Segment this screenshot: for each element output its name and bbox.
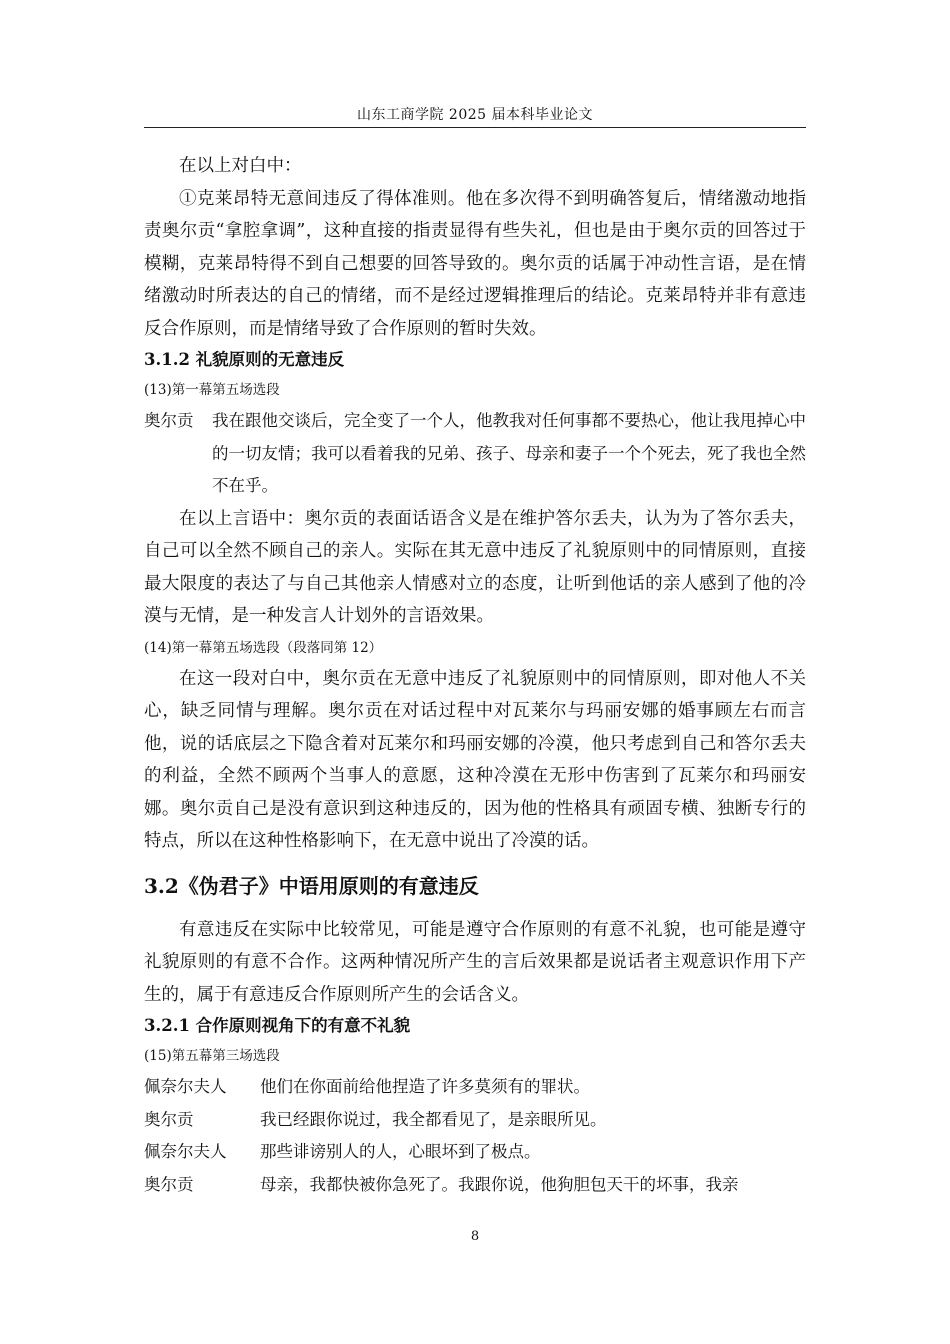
dialogue-line: [144, 1071, 806, 1104]
paragraph-analysis-2: 在以上言语中：奥尔贡的表面话语含义是在维护答尔丢夫，认为为了答尔丢夫，自己可以全然不顾自己的亲人。实际在其无意中违反了礼貌原则中的同情原则，直接最大限度的表达了与自己其他亲人情感对立的态度，让听到他话的亲人感到了他的冷漠与无情，是一种发言人计划外的言语效果。: [144, 508, 806, 626]
excerpt-caption-15: (15)第五幕第三场选段: [144, 1048, 280, 1064]
speech-text: 那些诽谤别人的人，心眼坏到了极点。: [260, 1142, 541, 1161]
dialogue-13: [144, 405, 806, 503]
paragraph-analysis-1: ①克莱昂特无意间违反了得体准则。他在多次得不到明确答复后，情绪激动地指责奥尔贡“拿腔拿调”，这种直接的指责显得有些失礼，但也是由于奥尔贡的回答过于模糊，克莱昂特得不到自己想要的回答导致的。奥尔贡的话属于冲动性言语，是在情绪激动时所表达的自己的情绪，而不是经过逻辑推理后的结论。克莱昂特并非有意违反合作原则，而是情绪导致了合作原则的暂时失效。: [144, 188, 806, 339]
header-rule: [144, 127, 806, 128]
speaker-name: 佩奈尔夫人: [144, 1142, 227, 1161]
speaker-name: 佩奈尔夫人: [144, 1077, 227, 1096]
speaker-name: 奥尔贡: [144, 411, 194, 430]
page-body: [144, 150, 806, 1201]
heading-3-2: 3.2《伪君子》中语用原则的有意违反: [144, 873, 479, 898]
excerpt-caption-13: (13)第一幕第五场选段: [144, 382, 280, 398]
speech-text: 我已经跟你说过，我全都看见了，是亲眼所见。: [260, 1109, 607, 1129]
paragraph-analysis-3: 在这一段对白中，奥尔贡在无意中违反了礼貌原则中的同情原则，即对他人不关心，缺乏同情与理解。奥尔贡在对话过程中对瓦莱尔与玛丽安娜的婚事顾左右而言他，说的话底层之下隐含着对瓦莱尔和玛丽安娜的冷漠，他只考虑到自己和答尔丢夫的利益，全然不顾两个当事人的意愿，这种冷漠在无形中伤害到了瓦莱尔和玛丽安娜。奥尔贡自己是没有意识到这种违反的，因为他的性格具有顽固专横、独断专行的特点，所以在这种性格影响下，在无意中说出了冷漠的话。: [144, 668, 806, 851]
speaker-name: 奥尔贡: [144, 1109, 194, 1129]
dialogue-line: [144, 1136, 806, 1169]
excerpt-caption-14: (14)第一幕第五场选段（段落同第 12）: [144, 639, 383, 656]
speech-text: 母亲，我都快被你急死了。我跟你说，他狗胆包天干的坏事，我亲: [260, 1174, 739, 1194]
paragraph-intro: 在以上对白中：: [179, 156, 302, 176]
heading-3-2-1: 3.2.1 合作原则视角下的有意不礼貌: [144, 1016, 411, 1035]
running-header: 山东工商学院 2025 届本科毕业论文: [356, 107, 594, 123]
heading-3-1-2: 3.1.2 礼貌原则的无意违反: [144, 350, 345, 369]
speech-text: 他们在你面前给他捏造了许多莫须有的罪状。: [260, 1077, 590, 1096]
dialogue-line: [144, 1104, 806, 1137]
paragraph-analysis-4: 有意违反在实际中比较常见，可能是遵守合作原则的有意不礼貌，也可能是遵守礼貌原则的有意不合作。这两种情况所产生的言后效果都是说话者主观意识作用下产生的，属于有意违反合作原则所产生的会话含义。: [144, 919, 806, 1005]
speaker-name: 奥尔贡: [144, 1174, 194, 1194]
page-number: 8: [470, 1229, 480, 1244]
speech-text: 我在跟他交谈后，完全变了一个人，他教我对任何事都不要热心，他让我甩掉心中的一切友情；我可以看着我的兄弟、孩子、母亲和妻子一个个死去，死了我也全然不在乎。: [212, 411, 806, 495]
dialogue-line: [144, 1169, 806, 1202]
